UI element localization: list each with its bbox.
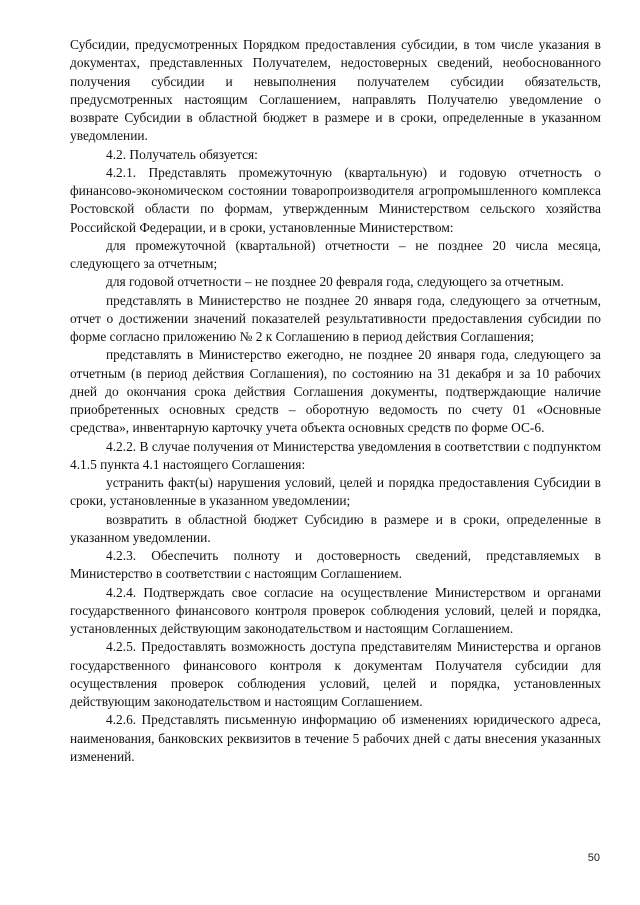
paragraph: 4.2.3. Обеспечить полноту и достоверность сведений, представляемых в Министерство в соответствии с настоящим Соглашением. [70,548,601,582]
paragraph: представлять в Министерство не позднее 20 января года, следующего за отчетным, отчет о достижении значений показателей результативности предоставления субсидии по форме согласно приложению № 2 к Соглашению в период действия Соглашения; [70,292,601,344]
paragraph: представлять в Министерство ежегодно, не позднее 20 января года, следующего за отчетным (в период действия Соглашения), по состоянию на 31 декабря и за 10 рабочих дней до окончания срока действия Соглашения документы, подтверждающие наличие приобретенных основных средств – оборотную ведомость по счету 01 «Основные средства», инвентарную карточку учета объекта основных средств по форме ОС-6. [70,347,601,436]
paragraph: Субсидии, предусмотренных Порядком предоставления субсидии, в том числе указания в документах, представленных Получателем, недостоверных сведений, необоснованного получения субсидии и невыполнения получателем субсидии обязательств, предусмотренных настоящим Соглашением, направлять Получателю уведомление о возврате Субсидии в областной бюджет в размере и в сроки, определенные в указанном уведомлении. [70,37,601,144]
paragraph: 4.2.2. В случае получения от Министерства уведомления в соответствии с подпунктом 4.1.5 пункта 4.1 настоящего Соглашения: [70,438,601,472]
paragraph: 4.2.5. Предоставлять возможность доступа представителям Министерства и органов государственного финансового контроля к документам Получателя субсидии для осуществления проверок соблюдения условий, целей и порядка, установленных действующим законодательством и настоящим Соглашением. [70,639,601,709]
paragraph: 4.2.6. Представлять письменную информацию об изменениях юридического адреса, наименования, банковских реквизитов в течение 5 рабочих дней с даты внесения указанных изменений. [70,712,601,764]
page-number: 50 [587,852,600,864]
paragraph: 4.2.4. Подтверждать свое согласие на осуществление Министерством и органами государственного финансового контроля проверок соблюдения условий, целей и порядка, установленных действующим законодательством и настоящим Соглашением. [70,584,601,636]
paragraph: для годовой отчетности – не позднее 20 февраля года, следующего за отчетным. [106,274,564,290]
paragraph: возвратить в областной бюджет Субсидию в размере и в сроки, определенные в указанном уведомлении. [70,511,601,545]
document-body [70,36,601,766]
paragraph: 4.2. Получатель обязуется: [106,146,258,162]
paragraph: для промежуточной (квартальной) отчетности – не позднее 20 числа месяца, следующего за отчетным; [70,237,601,271]
paragraph: 4.2.1. Представлять промежуточную (квартальную) и годовую отчетность о финансово-экономическом состоянии товаропроизводителя агропромышленного комплекса Ростовской области по формам, утвержденным Министерством сельского хозяйства Российской Федерации, и в сроки, установленные Министерством: [70,164,601,235]
paragraph: устранить факт(ы) нарушения условий, целей и порядка предоставления Субсидии в сроки, установленные в указанном уведомлении; [70,475,601,509]
